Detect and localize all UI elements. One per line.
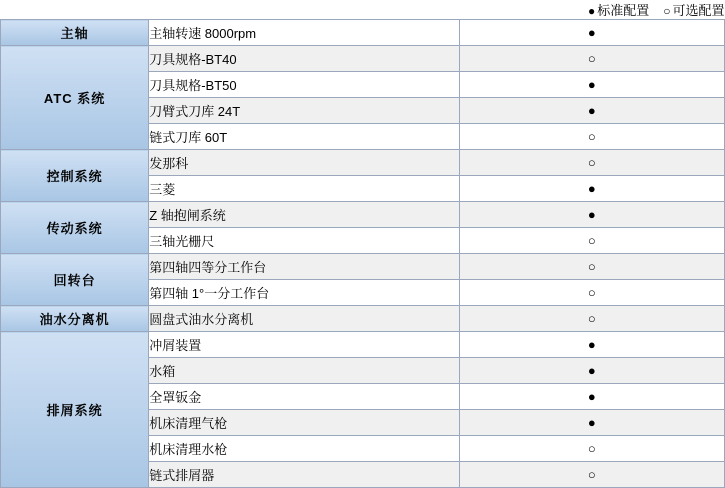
optional-mark-icon bbox=[459, 306, 724, 332]
item-cell: 第四轴四等分工作台 bbox=[149, 254, 459, 280]
table-body bbox=[1, 0, 725, 488]
item-cell: 机床清理水枪 bbox=[149, 436, 459, 462]
category-cell: 回转台 bbox=[1, 254, 149, 306]
filled-circle-icon bbox=[588, 363, 596, 378]
optional-mark-icon bbox=[459, 436, 724, 462]
item-cell: 圆盘式油水分离机 bbox=[149, 306, 459, 332]
standard-label: 标准配置 bbox=[597, 3, 650, 18]
item-cell: 刀具规格-BT40 bbox=[149, 46, 459, 72]
open-circle-icon bbox=[588, 311, 596, 326]
table-row bbox=[1, 202, 725, 228]
item-cell: 主轴转速 8000rpm bbox=[149, 20, 459, 46]
category-cell: ATC 系统 bbox=[1, 46, 149, 150]
optional-mark-icon bbox=[459, 280, 724, 306]
filled-circle-icon bbox=[588, 181, 596, 196]
legend-row bbox=[1, 0, 725, 20]
open-circle-icon bbox=[588, 441, 596, 456]
category-cell: 控制系统 bbox=[1, 150, 149, 202]
table-row bbox=[1, 332, 725, 358]
standard-mark-icon bbox=[459, 332, 724, 358]
legend-cell bbox=[1, 0, 725, 20]
filled-circle-icon bbox=[588, 415, 596, 430]
open-circle-icon bbox=[588, 259, 596, 274]
item-cell: 水箱 bbox=[149, 358, 459, 384]
standard-mark-icon bbox=[459, 98, 724, 124]
optional-mark-icon: ○ bbox=[663, 4, 671, 18]
table-row bbox=[1, 306, 725, 332]
filled-circle-icon bbox=[588, 77, 596, 92]
item-cell: 刀臂式刀库 24T bbox=[149, 98, 459, 124]
open-circle-icon bbox=[588, 129, 596, 144]
category-cell: 油水分离机 bbox=[1, 306, 149, 332]
optional-mark-icon bbox=[459, 150, 724, 176]
optional-mark-icon bbox=[459, 228, 724, 254]
table-row bbox=[1, 20, 725, 46]
filled-circle-icon bbox=[588, 337, 596, 352]
standard-mark-icon: ● bbox=[587, 4, 596, 18]
standard-mark-icon bbox=[459, 72, 724, 98]
standard-mark-icon bbox=[459, 410, 724, 436]
category-cell: 排屑系统 bbox=[1, 332, 149, 488]
item-cell: 链式排屑器 bbox=[149, 462, 459, 488]
standard-mark-icon bbox=[459, 176, 724, 202]
filled-circle-icon bbox=[588, 25, 596, 40]
item-cell: 全罩钣金 bbox=[149, 384, 459, 410]
open-circle-icon bbox=[588, 285, 596, 300]
item-cell: 机床清理气枪 bbox=[149, 410, 459, 436]
item-cell: 发那科 bbox=[149, 150, 459, 176]
optional-mark-icon bbox=[459, 462, 724, 488]
optional-label: 可选配置 bbox=[672, 3, 725, 18]
table-row bbox=[1, 150, 725, 176]
item-cell: 冲屑装置 bbox=[149, 332, 459, 358]
table-row bbox=[1, 254, 725, 280]
optional-mark-icon bbox=[459, 46, 724, 72]
standard-mark-icon bbox=[459, 20, 724, 46]
standard-mark-icon bbox=[459, 202, 724, 228]
item-cell: 第四轴 1°一分工作台 bbox=[149, 280, 459, 306]
filled-circle-icon bbox=[588, 103, 596, 118]
item-cell: 链式刀库 60T bbox=[149, 124, 459, 150]
item-cell: Z 轴抱闸系统 bbox=[149, 202, 459, 228]
item-cell: 三轴光栅尺 bbox=[149, 228, 459, 254]
standard-mark-icon bbox=[459, 384, 724, 410]
open-circle-icon bbox=[588, 155, 596, 170]
open-circle-icon bbox=[588, 233, 596, 248]
standard-mark-icon bbox=[459, 358, 724, 384]
item-cell: 刀具规格-BT50 bbox=[149, 72, 459, 98]
optional-mark-icon bbox=[459, 124, 724, 150]
category-cell: 传动系统 bbox=[1, 202, 149, 254]
open-circle-icon bbox=[588, 467, 596, 482]
table-row bbox=[1, 46, 725, 72]
open-circle-icon bbox=[588, 51, 596, 66]
optional-mark-icon bbox=[459, 254, 724, 280]
filled-circle-icon bbox=[588, 389, 596, 404]
category-cell: 主轴 bbox=[1, 20, 149, 46]
filled-circle-icon bbox=[588, 207, 596, 222]
item-cell: 三菱 bbox=[149, 176, 459, 202]
